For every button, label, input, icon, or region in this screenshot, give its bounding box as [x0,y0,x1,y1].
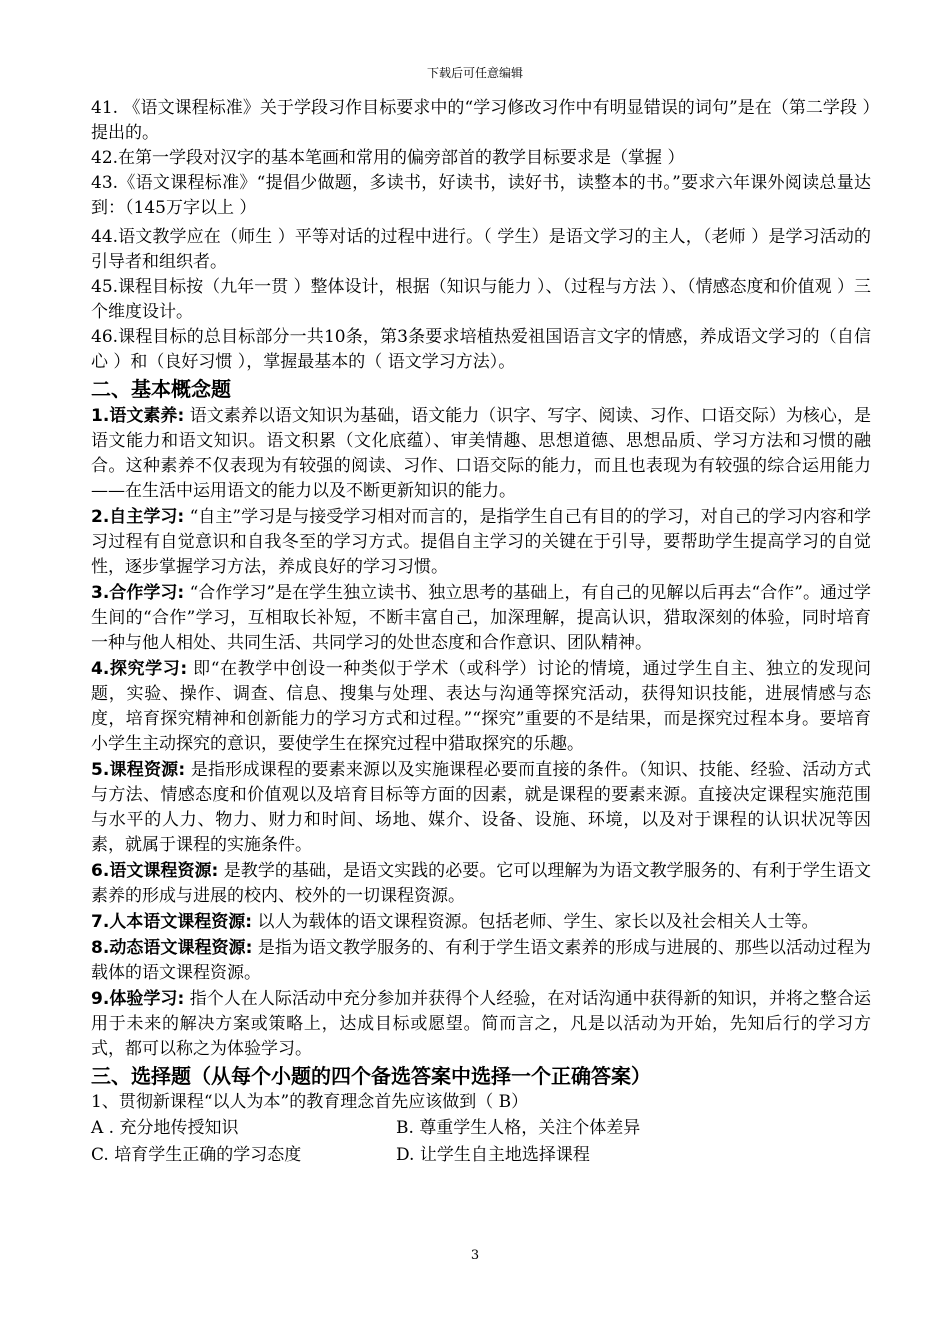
choice-question-1: 1、贯彻新课程“以人为本”的教育理念首先应该做到（ B） [91,1092,529,1112]
fill-in-45: 45.课程目标按（九年一贯 ）整体设计，根据（知识与能力 ）、（过程与方法 ）、（情感态度和价值观 ）三个维度设计。 [91,277,871,322]
definition-8 [91,936,871,986]
option-a: A . 充分地传授知识 [91,1118,239,1138]
option-d: D. 让学生自主地选择课程 [396,1145,590,1165]
fill-in-44: 44.语文教学应在（师生 ）平等对话的过程中进行。（ 学生）是语文学习的主人，（老师 ）是学习活动的引导者和组织者。 [91,227,871,272]
definition-text: 指个人在人际活动中充分参加并获得个人经验，在对话沟通中获得新的知识，并将之整合运用于未来的解决方案或策略上，达成目标或愿望。简而言之，凡是以活动为开始，先知后行的学习方式，都可以称之为体验学习。 [91,989,872,1059]
definition-term: 4.探究学习: [91,659,188,679]
fill-in-43: 43.《语文课程标准》“提倡少做题，多读书，好读书，读好书，读整本的书。”要求六年课外阅读总量达到：（145万字以上 ） [91,173,871,218]
fill-in-42: 42.在第一学段对汉字的基本笔画和常用的偏旁部首的教学目标要求是（掌握 ） [91,148,685,168]
choice-options [91,1115,871,1169]
fill-in-46: 46.课程目标的总目标部分一共10条，第3条要求培植热爱祖国语言文字的情感，养成语文学习的（自信心 ）和（良好习惯 ），掌握最基本的（ 语文学习方法）。 [91,327,871,372]
option-b: B. 尊重学生人格，关注个体差异 [396,1118,641,1138]
definition-term: 9.体验学习: [91,989,185,1009]
page-number: 3 [470,1248,480,1263]
definition-term: 1.语文素养: [91,406,185,426]
definition-text: “合作学习”是在学生独立读书、独立思考的基础上，有自己的见解以后再去“合作”。通过学生间的“合作”学习，互相取长补短，不断丰富自己，加深理解，提高认识，猎取深刻的体验，同时培育一种与他人相处、共同生活、共同学习的处世态度和合作意识、团队精神。 [91,583,871,653]
definition-term: 2.自主学习: [91,507,185,527]
definition-text: “自主”学习是与接受学习相对而言的，是指学生自己有目的的学习，对自己的学习内容和学习过程有自觉意识和自我冬至的学习方式。提倡自主学习的关键在于引导，要帮助学生提高学习的自觉性，逐步掌握学习方法，养成良好的学习习惯。 [91,507,871,577]
definition-term: 5.课程资源: [91,760,186,780]
definition-term: 7.人本语文课程资源: [91,912,253,932]
section-2-title: 二、基本概念题 [91,377,231,401]
fill-in-41: 41. 《语文课程标准》关于学段习作目标要求中的“学习修改习作中有明显错误的词句”是在（第二学段 ）提出的。 [91,98,871,143]
definition-term: 6.语文课程资源: [91,861,219,881]
definition-2 [91,505,871,580]
page-content [91,96,871,1169]
option-c: C. 培育学生正确的学习态度 [91,1145,302,1165]
definition-text: 是教学的基础，是语文实践的必要。它可以理解为为语文教学服务的、有利于学生语文素养的形成与进展的校内、校外的一切课程资源。 [91,861,871,906]
definition-9 [91,987,871,1062]
definition-3 [91,581,871,656]
definition-1 [91,404,871,504]
definition-7 [91,910,871,935]
definition-term: 3.合作学习: [91,583,185,603]
definition-text: 是指形成课程的要素来源以及实施课程必要而直接的条件。（知识、技能、经验、活动方式与方法、情感态度和价值观以及培育目标等方面的因素，就是课程的要素来源。直接决定课程实施范围与水平的人力、物力、财力和时间、场地、媒介、设备、设施、环境，以及对于课程的认识状况等因素，就属于课程的实施条件。 [91,760,871,855]
definition-text: 即“在教学中创设一种类似于学术（或科学）讨论的情境，通过学生自主、独立的发现问题，实验、操作、调查、信息、搜集与处理、表达与沟通等探究活动，获得知识技能，进展情感与态度，培育探究精神和创新能力的学习方式和过程。”“探究”重要的不是结果，而是探究过程本身。要培育小学生主动探究的意识，要使学生在探究过程中猎取探究的乐趣。 [91,659,871,754]
definition-text: 语文素养以语文知识为基础，语文能力（识字、写字、阅读、习作、口语交际）为核心，是语文能力和语文知识。语文积累（文化底蕴）、审美情趣、思想道德、思想品质、学习方法和习惯的融合。这种素养不仅表现为有较强的阅读、习作、口语交际的能力，而且也表现为有较强的综合运用能力——在生活中运用语文的能力以及不断更新知识的能力。 [91,406,872,501]
definition-text: 是指为语文教学服务的、有利于学生语文素养的形成与进展的、那些以活动过程为载体的语文课程资源。 [91,938,871,983]
definition-4 [91,657,871,757]
section-3-title: 三、选择题（从每个小题的四个备选答案中选择一个正确答案） [91,1064,651,1088]
page-header: 下载后可任意编辑 [426,66,523,80]
definition-5 [91,758,871,858]
definition-6 [91,859,871,909]
definition-text: 以人为载体的语文课程资源。包括老师、学生、家长以及社会相关人士等。 [252,912,819,932]
definition-term: 8.动态语文课程资源: [91,938,253,958]
